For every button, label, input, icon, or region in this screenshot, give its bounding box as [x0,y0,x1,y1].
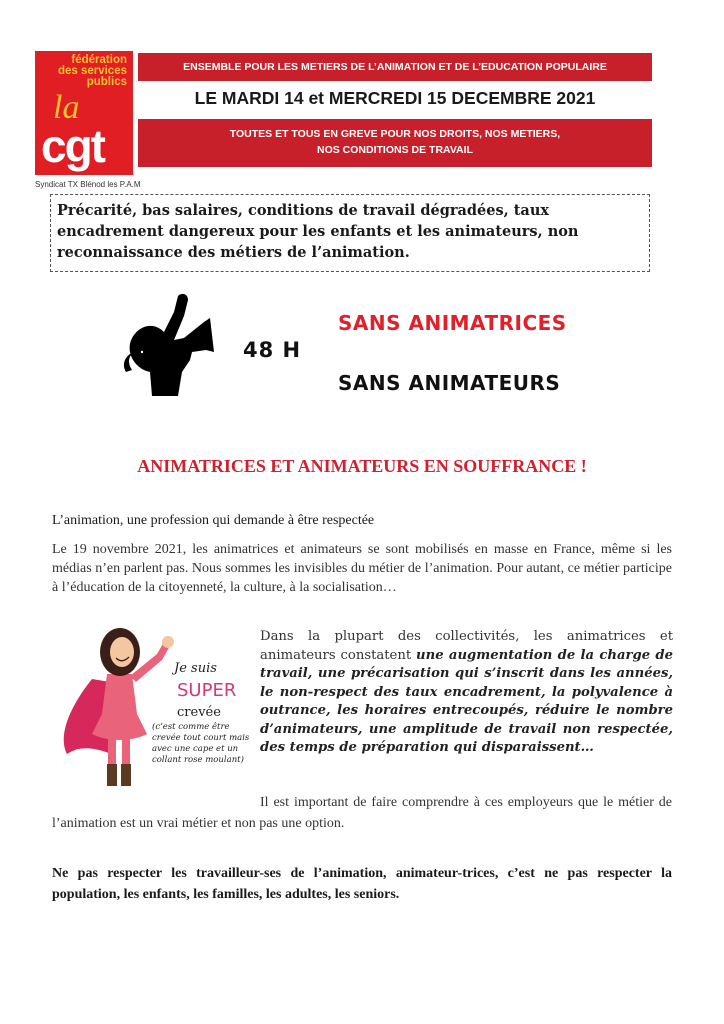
strike-slogan-animatrices: SANS ANIMATRICES [338,311,567,335]
paragraph-mobilisation: Le 19 novembre 2021, les animatrices et animateurs se sont mobilisés en masse en France, même si les médias n’en parlent pas. Nous sommes les invisibles du métier de l’animation. Pour autant, ce métier participe à l’éducation de la citoyenneté, la culture, à la socialisation… [52,542,672,595]
paragraph-collectivites-emphasis: une augmentation de la charge de travail, une précarisation qui s’inscrit dans les années, le non-respect des taux encadrement, la polyvalence à outrance, les horaires entrecoupés, réduire le nombre d’animateurs, une amplitude de travail non respectée, des temps de préparation qui disparaissent… [260,647,673,755]
syndicat-label: Syndicat TX Blénod les P.A.M [35,180,141,189]
section-subheading: L’animation, une profession qui demande à être respectée [52,513,375,528]
logo-cgt: cgt [41,120,104,172]
paragraph-employeurs: Il est important de faire comprendre à ces employeurs que le métier de l’animation est un vrai métier et non pas une option. [52,795,672,831]
paragraph-collectivites: Dans la plupart des collectivités, les animatrices et animateurs constatent une augmentation de la charge de travail, une précarisation qui s’inscrit dans les années, le non-respect des taux encadrement, la polyvalence à outrance, les horaires entrecoupés, réduire le nombre d’animateurs, une amplitude de travail non respectée, des temps de préparation qui disparaissent… [260,629,673,755]
paragraph-conclusion: Ne pas respecter les travailleur-ses de l’animation, animateur-trices, c’est ne pas respecter la population, les enfants, les familles, les adultes, les seniors. [52,866,672,902]
super-crevee-illustration [52,624,257,792]
cgt-logo [35,51,133,175]
logo-federation-text: fédération des services publics [57,54,127,88]
megaphone-protester-icon [112,292,222,396]
banner-bottom: TOUTES ET TOUS EN GREVE POUR NOS DROITS, NOS METIERS, NOS CONDITIONS DE TRAVAIL [138,119,652,167]
banner-top: ENSEMBLE POUR LES METIERS DE L’ANIMATION ET DE L’EDUCATION POPULAIRE [138,53,652,81]
illustration-text-crevee: crevée [177,705,221,720]
illustration-text-je-suis: Je suis [174,661,217,676]
illustration-caption: (c’est comme être crevée tout court mais avec une cape et un collant rose moulant) [152,722,250,765]
illustration-text-super: SUPER [177,680,237,701]
main-headline: ANIMATRICES ET ANIMATEURS EN SOUFFRANCE ! [137,456,587,476]
strike-dates: LE MARDI 14 et MERCREDI 15 DECEMBRE 2021 [194,88,596,108]
intro-box: Précarité, bas salaires, conditions de travail dégradées, taux encadrement dangereux pour les enfants et les animateurs, non reconnaissance des métiers de l’animation. [50,194,650,272]
strike-slogan-animateurs: SANS ANIMATEURS [338,371,561,395]
strike-duration: 48 H [243,338,302,362]
logo-la: la [53,89,80,126]
